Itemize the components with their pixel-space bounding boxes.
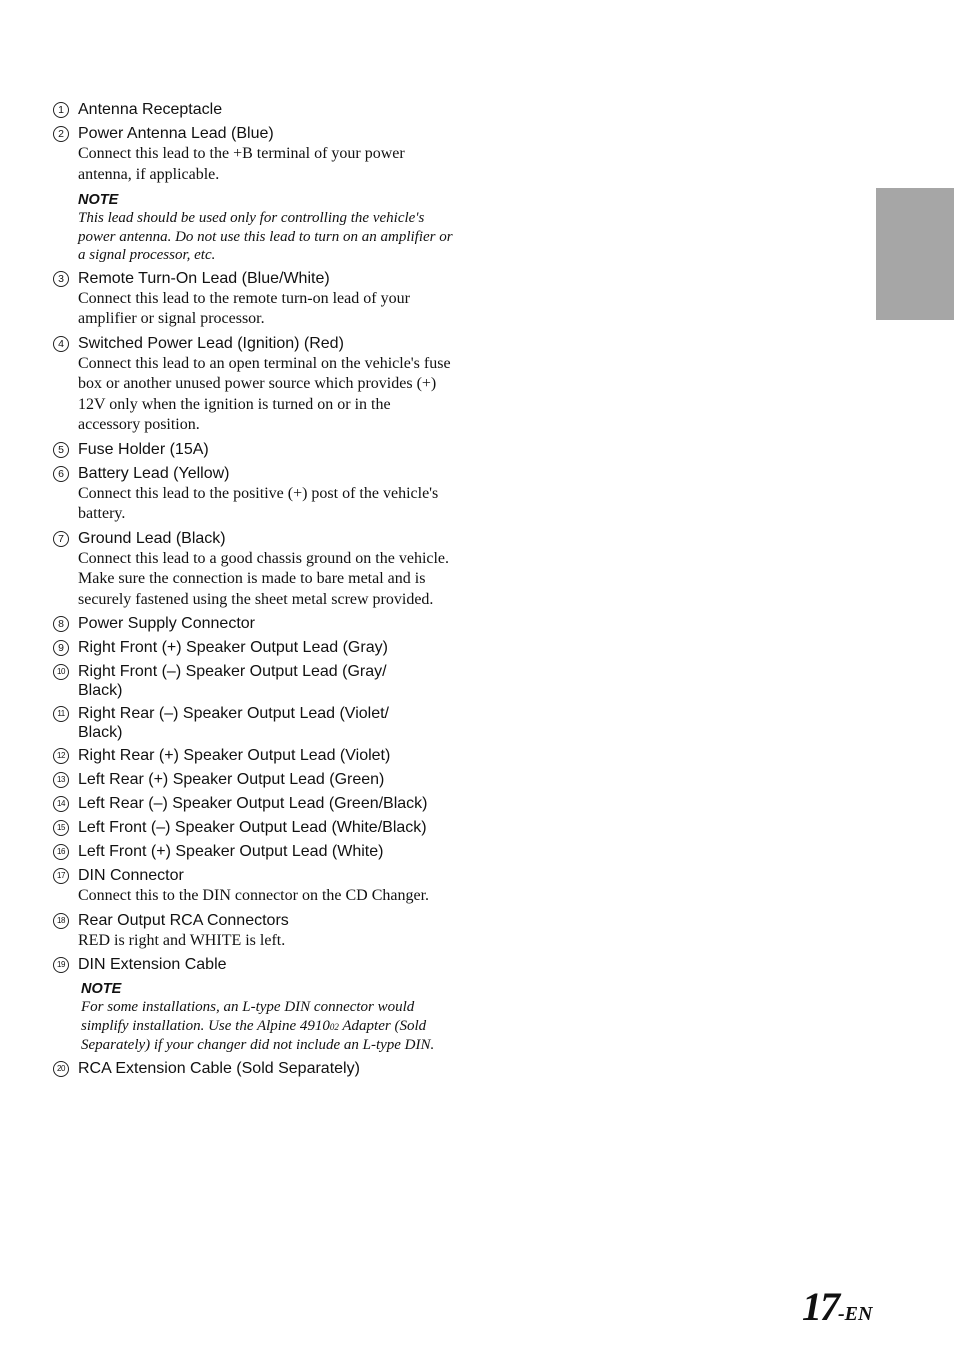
item-number: 6 (53, 466, 69, 482)
item-title: RCA Extension Cable (Sold Separately) (78, 1059, 360, 1077)
item-number: 12 (53, 748, 69, 764)
item-title: Switched Power Lead (Ignition) (Red) (78, 334, 344, 352)
list-item (53, 440, 453, 459)
note-heading: NOTE (81, 981, 122, 997)
item-title: Remote Turn-On Lead (Blue/White) (78, 269, 330, 287)
item-title: Left Rear (–) Speaker Output Lead (Green/Black) (78, 795, 428, 812)
item-number: 1 (53, 102, 69, 118)
list-item (53, 124, 453, 265)
list-item (53, 334, 453, 436)
item-title: Left Front (–) Speaker Output Lead (White/Black) (78, 819, 427, 836)
item-title: Battery Lead (Yellow) (78, 464, 230, 482)
list-item (53, 704, 453, 742)
item-number: 5 (53, 442, 69, 458)
item-description: RED is right and WHITE is left. (78, 931, 286, 949)
item-description: Connect this lead to the remote turn-on lead of your amplifier or signal processor. (78, 289, 410, 327)
item-number: 9 (53, 640, 69, 656)
item-number: 8 (53, 616, 69, 632)
item-title: Right Front (–) Speaker Output Lead (Gray/ Black) (78, 663, 387, 699)
note-text: For some installations, an L-type DIN connector would simplify installation. Use the Alpine 491002 Adapter (Sold Separately) if your changer did not include an L-type DIN. (81, 999, 435, 1053)
item-number: 13 (53, 772, 69, 788)
note-heading: NOTE (78, 192, 119, 208)
note-block (81, 980, 453, 1055)
item-title: Power Antenna Lead (Blue) (78, 125, 274, 142)
item-number: 18 (53, 913, 69, 929)
list-item (53, 1059, 453, 1078)
item-number: 3 (53, 271, 69, 287)
list-item (53, 842, 453, 861)
list-item (53, 794, 453, 813)
item-description: Connect this lead to the positive (+) post of the vehicle's battery. (78, 484, 439, 522)
item-number: 16 (53, 844, 69, 860)
list-item (53, 638, 453, 657)
item-title: Ground Lead (Black) (78, 529, 226, 547)
content-column (53, 100, 453, 1078)
list-item (53, 662, 453, 700)
item-number: 15 (53, 820, 69, 836)
item-title: Fuse Holder (15A) (78, 440, 209, 458)
item-number: 10 (53, 664, 69, 680)
list-item (53, 269, 453, 330)
item-number: 19 (53, 957, 69, 973)
page-number (802, 1283, 872, 1330)
item-number: 17 (53, 868, 69, 884)
item-title: Antenna Receptacle (78, 101, 223, 118)
list-item (53, 464, 453, 525)
item-title: Left Rear (+) Speaker Output Lead (Green) (78, 771, 385, 788)
item-number: 11 (53, 706, 69, 722)
page-number-value: 17 (802, 1284, 838, 1329)
list-item (53, 818, 453, 837)
item-title: DIN Extension Cable (78, 956, 227, 973)
item-description: Connect this lead to the +B terminal of your power antenna, if applicable. (78, 145, 405, 183)
item-number: 7 (53, 531, 69, 547)
item-number: 4 (53, 336, 69, 352)
list-item (53, 614, 453, 633)
section-tab (876, 188, 954, 320)
item-title: Rear Output RCA Connectors (78, 911, 289, 929)
item-title: Power Supply Connector (78, 615, 255, 632)
note-text: This lead should be used only for controlling the vehicle's power antenna. Do not use this lead to turn on an amplifier or a signal processor, etc. (78, 210, 453, 263)
page-number-suffix: -EN (838, 1303, 873, 1325)
list-item (53, 100, 453, 119)
item-title: Right Rear (+) Speaker Output Lead (Violet) (78, 747, 391, 764)
list-item (53, 529, 453, 611)
item-number: 2 (53, 126, 69, 142)
list-item (53, 746, 453, 765)
list-item (53, 955, 453, 1055)
item-description: Connect this lead to an open terminal on the vehicle's fuse box or another unused power source which provides (+) 12V only when the ignition is turned on or in the accessory position. (78, 354, 451, 433)
note-subscript: 02 (329, 1021, 339, 1032)
item-title: DIN Connector (78, 867, 184, 884)
item-number: 14 (53, 796, 69, 812)
item-title: Right Rear (–) Speaker Output Lead (Violet/ Black) (78, 705, 389, 741)
item-description: Connect this to the DIN connector on the CD Changer. (78, 887, 430, 904)
item-number: 20 (53, 1061, 69, 1077)
list-item (53, 866, 453, 907)
item-title: Right Front (+) Speaker Output Lead (Gray) (78, 639, 388, 656)
note-block (78, 191, 453, 265)
list-item (53, 770, 453, 789)
list-item (53, 911, 453, 952)
item-title: Left Front (+) Speaker Output Lead (White) (78, 843, 384, 860)
item-description: Connect this lead to a good chassis ground on the vehicle. Make sure the connection is made to bare metal and is securely fastened using the sheet metal screw provided. (78, 549, 450, 608)
